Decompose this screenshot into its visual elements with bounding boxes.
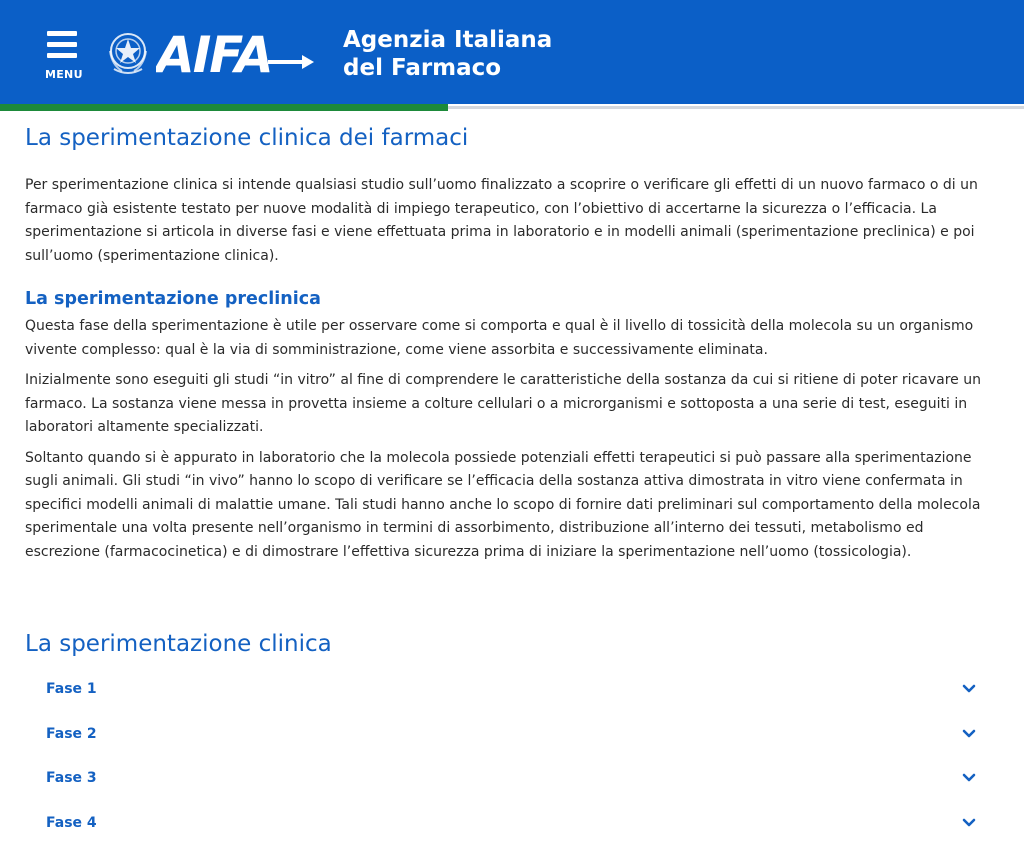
chevron-down-icon bbox=[962, 683, 976, 695]
agency-name-line1: Agenzia Italiana bbox=[343, 27, 553, 53]
accordion-item-fase-4[interactable] bbox=[25, 810, 1000, 855]
header-divider bbox=[0, 104, 1024, 111]
italian-republic-emblem-icon bbox=[106, 29, 150, 77]
main-content bbox=[25, 120, 1000, 854]
header-divider-rest bbox=[448, 106, 1024, 109]
hamburger-icon-bar bbox=[47, 42, 77, 47]
preclinical-paragraph: Soltanto quando si è appurato in laboratorio che la molecola possiede potenziali effetti terapeutici si può passare alla sperimentazione sugli animali. Gli studi “in vivo” hanno lo scopo di verificare se l’efficacia della sostanza attiva dimostrata in vitro viene confermata in specifici modelli animali di malattie umane. Tali studi hanno anche lo scopo di fornire dati preliminari sul comportamento della molecola sperimentale una volta presente nell’organismo in termini di assorbimento, distribuzione all’interno dei tessuti, metabolismo ed escrezione (farmacocinetica) e di dimostrare l’effettiva sicurezza prima di iniziare la sperimentazione nell’uomo (tossicologia). bbox=[25, 449, 981, 560]
accordion-item-label: Fase 4 bbox=[46, 814, 97, 831]
svg-text:AIFA: AIFA bbox=[156, 28, 272, 78]
clinical-heading: La sperimentazione clinica bbox=[25, 631, 332, 657]
site-header bbox=[0, 0, 1024, 104]
accordion-item-label: Fase 2 bbox=[46, 725, 97, 742]
accordion-item-fase-1[interactable] bbox=[25, 676, 1000, 721]
accordion-item-label: Fase 1 bbox=[46, 681, 97, 697]
header-divider-accent bbox=[0, 104, 448, 111]
preclinical-paragraph: Questa fase della sperimentazione è utile per osservare come si comporta e qual è il livello di tossicità della molecola su un organismo vivente complesso: qual è la via di somministrazione, come viene assorbita e successivamente eliminata. bbox=[25, 318, 974, 358]
agency-name-line2: del Farmaco bbox=[343, 55, 502, 81]
menu-label: MENU bbox=[45, 68, 83, 81]
aifa-logo[interactable] bbox=[156, 28, 316, 78]
accordion-item-label: Fase 3 bbox=[46, 770, 97, 786]
preclinical-paragraph: Inizialmente sono eseguiti gli studi “in vitro” al fine di comprendere le caratteristiche della sostanza da cui si ritiene di poter ricavare un farmaco. La sostanza viene messa in provetta insieme a colture cellulari o a microrganismi e sottoposta a una serie di test, eseguiti in laboratori altamente specializzati. bbox=[25, 372, 981, 435]
hamburger-icon bbox=[47, 31, 77, 36]
phase-accordion bbox=[25, 676, 1000, 854]
chevron-down-icon bbox=[962, 817, 976, 829]
page-title: La sperimentazione clinica dei farmaci bbox=[25, 125, 469, 151]
menu-button[interactable] bbox=[42, 30, 84, 82]
chevron-down-icon bbox=[962, 772, 976, 784]
hamburger-icon-bar bbox=[47, 53, 77, 58]
preclinical-heading: La sperimentazione preclinica bbox=[25, 289, 321, 309]
agency-name bbox=[343, 26, 552, 82]
accordion-item-fase-2[interactable] bbox=[25, 721, 1000, 766]
intro-paragraph: Per sperimentazione clinica si intende qualsiasi studio sull’uomo finalizzato a scoprire o verificare gli effetti di un nuovo farmaco o di un farmaco già esistente testato per nuove modalità di impiego terapeutico, con l’obiettivo di accertarne la sicurezza o l’efficacia. La sperimentazione si articola in diverse fasi e viene effettuata prima in laboratorio e in modelli animali (sperimentazione preclinica) e poi sull’uomo (sperimentazione clinica). bbox=[25, 177, 978, 264]
accordion-item-fase-3[interactable] bbox=[25, 765, 1000, 810]
chevron-down-icon bbox=[962, 728, 976, 740]
